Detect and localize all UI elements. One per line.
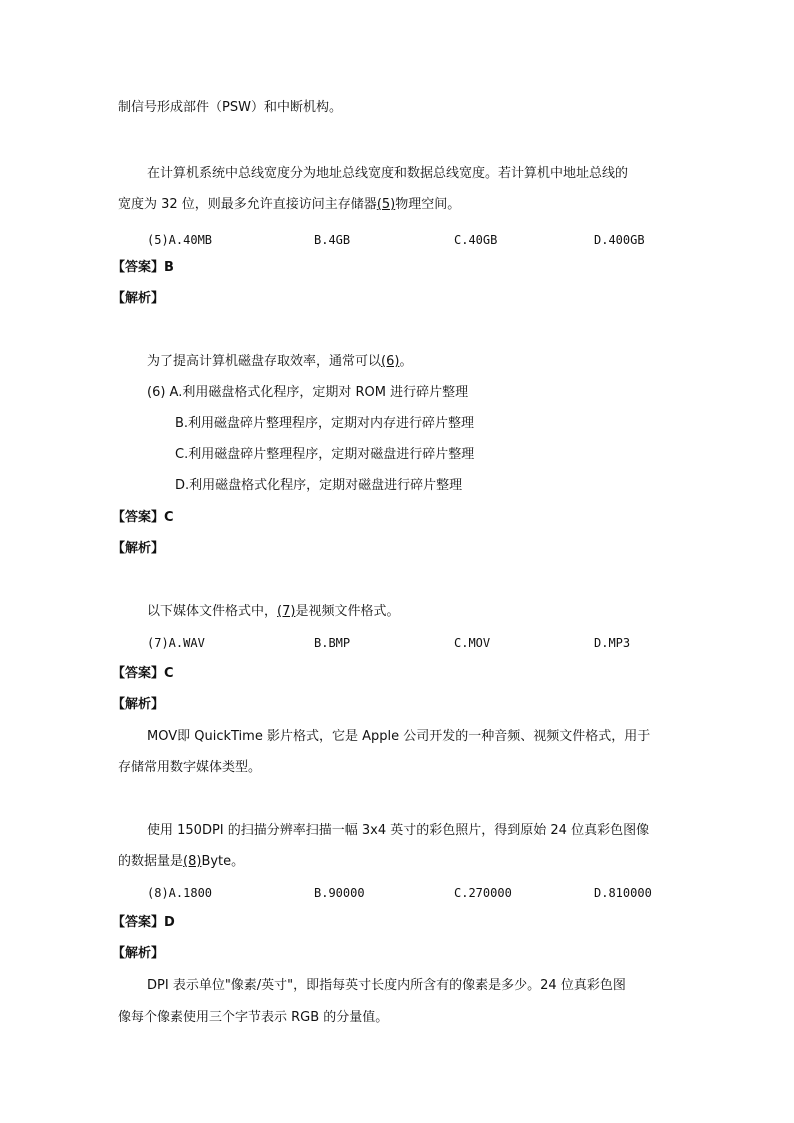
text: 的数据量是	[118, 854, 184, 869]
blank: (6)	[381, 354, 400, 369]
option: C.270000	[454, 886, 512, 900]
analysis-text: DPI 表示单位"像素/英寸"，即指每英寸长度内所含有的像素是多少。24 位真彩色图	[147, 978, 626, 993]
text: Byte。	[201, 854, 245, 869]
answer-value: C	[164, 510, 174, 525]
option: D.MP3	[594, 636, 631, 650]
text: 物理空间。	[395, 197, 461, 212]
blank: (8)	[183, 854, 202, 869]
answer-label: 【答案】	[112, 260, 165, 275]
option: D.810000	[594, 886, 652, 900]
analysis-text: 存储常用数字媒体类型。	[118, 760, 262, 775]
answer-value: C	[164, 666, 174, 681]
option: (8)A.1800	[147, 886, 213, 900]
answer	[112, 914, 175, 932]
analysis-label: 【解析】	[112, 541, 165, 556]
q5-text-2	[118, 196, 460, 214]
option: B.利用磁盘碎片整理程序，定期对内存进行碎片整理	[175, 416, 475, 431]
text: 为了提高计算机磁盘存取效率，通常可以	[147, 354, 382, 369]
answer-label: 【答案】	[112, 666, 165, 681]
blank: (5)	[376, 197, 396, 212]
answer-label: 【答案】	[112, 510, 165, 525]
answer	[112, 259, 174, 277]
q6-text	[147, 353, 412, 371]
q8-text-2	[118, 853, 244, 871]
option: (5)A.40MB	[147, 233, 213, 247]
answer	[112, 665, 174, 683]
analysis-text: MOV即 QuickTime 影片格式，它是 Apple 公司开发的一种音频、视频文件格式，用于	[147, 729, 651, 744]
option: C.MOV	[454, 636, 491, 650]
answer-value: D	[164, 915, 175, 930]
option: B.90000	[314, 886, 365, 900]
answer-value: B	[164, 260, 174, 275]
analysis-label: 【解析】	[112, 697, 165, 712]
option: (7)A.WAV	[147, 636, 205, 650]
option: C.40GB	[454, 233, 498, 247]
option: C.利用磁盘碎片整理程序，定期对磁盘进行碎片整理	[175, 447, 475, 462]
analysis-text: 像每个像素使用三个字节表示 RGB 的分量值。	[118, 1010, 389, 1025]
option: (6) A.利用磁盘格式化程序，定期对 ROM 进行碎片整理	[147, 385, 469, 400]
intro-tail: 制信号形成部件（PSW）和中断机构。	[118, 100, 342, 115]
option: B.BMP	[314, 636, 351, 650]
answer-label: 【答案】	[112, 915, 165, 930]
text: 以下媒体文件格式中，	[147, 604, 278, 619]
answer	[112, 509, 174, 527]
q8-text: 使用 150DPI 的扫描分辨率扫描一幅 3x4 英寸的彩色照片，得到原始 24 位真彩色图像	[147, 823, 650, 838]
blank: (7)	[277, 604, 296, 619]
analysis-label: 【解析】	[112, 291, 165, 306]
text: 是视频文件格式。	[295, 604, 400, 619]
text: 宽度为 32 位，则最多允许直接访问主存储器	[118, 197, 377, 212]
q7-text	[147, 603, 399, 621]
analysis-label: 【解析】	[112, 946, 165, 961]
q5-text: 在计算机系统中总线宽度分为地址总线宽度和数据总线宽度。若计算机中地址总线的	[147, 166, 629, 181]
option: D.利用磁盘格式化程序，定期对磁盘进行碎片整理	[175, 478, 463, 493]
option: B.4GB	[314, 233, 351, 247]
text: 。	[399, 354, 413, 369]
option: D.400GB	[594, 233, 645, 247]
